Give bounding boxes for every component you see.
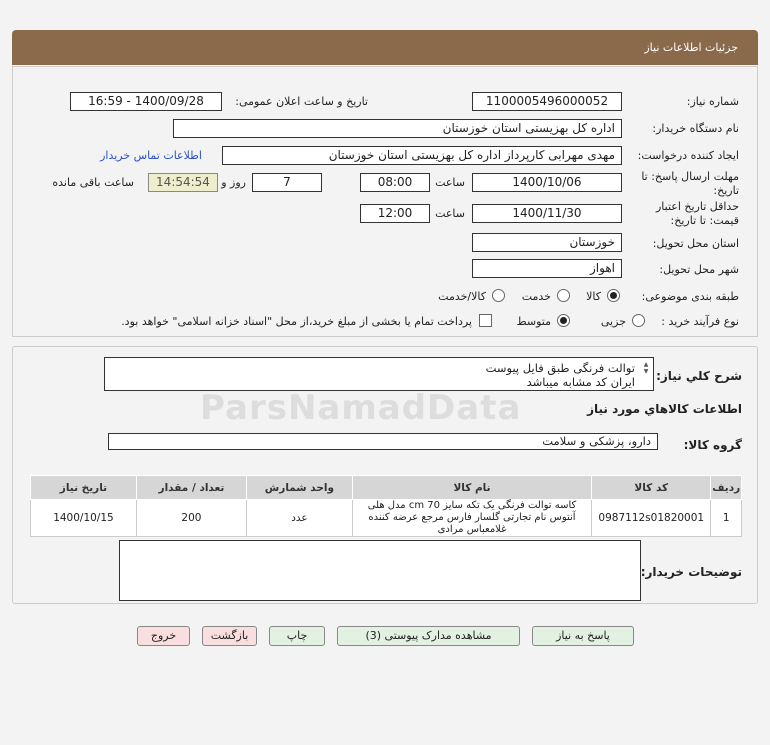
col-qty-header: تعداد / مقدار <box>136 476 246 500</box>
scroll-arrows-icon[interactable]: ▲ ▼ <box>643 361 649 375</box>
treasury-payment-note: پرداخت تمام یا بخشی از مبلغ خرید،از محل "اسناد خزانه اسلامی" خواهد بود. <box>121 315 472 328</box>
province-label: استان محل تحویل: <box>652 237 739 250</box>
deadline-date-field: 1400/10/06 <box>472 173 622 192</box>
buyer-notes-label: توضیحات خریدار: <box>640 565 742 579</box>
description-line-2: ایران کد مشابه میباشد <box>526 375 635 389</box>
reply-button[interactable]: پاسخ به نیاز <box>532 626 634 646</box>
validity-date-field: 1400/11/30 <box>472 204 622 223</box>
print-button[interactable]: چاپ <box>269 626 325 646</box>
buyer-org-field: اداره کل بهزیستی استان خوزستان <box>173 119 622 138</box>
goods-group-label: گروه کالا: <box>683 438 742 452</box>
col-date-header: تاریخ نیاز <box>31 476 137 500</box>
process-option-minor: جزیی <box>600 315 626 328</box>
col-index-header: ردیف <box>711 476 742 500</box>
validity-time-field: 12:00 <box>360 204 430 223</box>
contact-buyer-link[interactable]: اطلاعات تماس خریدار <box>100 149 202 162</box>
back-button[interactable]: بازگشت <box>202 626 257 646</box>
exit-button[interactable]: خروج <box>137 626 190 646</box>
deadline-time-field: 08:00 <box>360 173 430 192</box>
category-option-goods-service: کالا/خدمت <box>438 290 486 303</box>
goods-info-title: اطلاعات کالاهاي مورد نياز <box>587 402 742 416</box>
deadline-label-1: مهلت ارسال پاسخ: تا <box>641 170 739 183</box>
category-radio-service[interactable] <box>557 289 570 302</box>
cell-code: 0987112s01820001 <box>592 500 711 537</box>
announce-field: 1400/09/28 - 16:59 <box>70 92 222 111</box>
days-field: 7 <box>252 173 322 192</box>
remaining-time-field: 14:54:54 <box>148 173 218 192</box>
attachments-button[interactable]: مشاهده مدارک پیوستی (3) <box>337 626 520 646</box>
treasury-payment-checkbox[interactable] <box>479 314 492 327</box>
cell-index: 1 <box>711 500 742 537</box>
process-label: نوع فرآیند خرید : <box>661 315 739 328</box>
category-radio-goods[interactable] <box>607 289 620 302</box>
cell-unit: عدد <box>247 500 353 537</box>
remaining-time-label: ساعت باقی مانده <box>52 176 134 189</box>
creator-label: ایجاد کننده درخواست: <box>637 149 739 162</box>
days-label: روز و <box>221 176 246 189</box>
validity-label-1: حداقل تاریخ اعتبار <box>655 200 739 213</box>
city-field: اهواز <box>472 259 622 278</box>
validity-time-label: ساعت <box>435 207 465 220</box>
need-number-label: شماره نیاز: <box>686 95 739 108</box>
process-option-medium: متوسط <box>516 315 551 328</box>
category-label: طبقه بندی موضوعی: <box>641 290 739 303</box>
deadline-label-2: تاریخ: <box>713 184 739 197</box>
process-radio-minor[interactable] <box>632 314 645 327</box>
city-label: شهر محل تحویل: <box>659 263 739 276</box>
goods-table <box>30 475 742 537</box>
page-header <box>12 30 758 65</box>
cell-qty: 200 <box>136 500 246 537</box>
description-label: شرح کلي نياز: <box>656 369 742 383</box>
announce-label: تاریخ و ساعت اعلان عمومی: <box>235 95 368 108</box>
cell-name: کاسه توالت فرنگی یک تکه سایز cm 70 مدل هلی آنتوس نام تجارتی گلسار فارس مرجع عرضه کننده غلامعباس مرادی <box>352 500 591 537</box>
description-line-1: توالت فرنگی طبق فایل پیوست <box>485 361 635 375</box>
category-radio-goods-service[interactable] <box>492 289 505 302</box>
validity-label-2: قیمت: تا تاریخ: <box>670 214 739 227</box>
province-field: خوزستان <box>472 233 622 252</box>
watermark-text: ParsNamadData <box>200 388 522 428</box>
creator-field: مهدی مهرابی کارپرداز اداره کل بهزیستی استان خوزستان <box>222 146 622 165</box>
col-unit-header: واحد شمارش <box>247 476 353 500</box>
deadline-time-label: ساعت <box>435 176 465 189</box>
table-row <box>31 500 742 537</box>
buyer-notes-box <box>119 540 641 601</box>
need-number-field: 1100005496000052 <box>472 92 622 111</box>
cell-date: 1400/10/15 <box>31 500 137 537</box>
buyer-org-label: نام دستگاه خریدار: <box>652 122 739 135</box>
description-box <box>104 357 654 391</box>
category-option-goods: کالا <box>586 290 601 303</box>
page-title: جزئیات اطلاعات نیاز <box>644 41 738 54</box>
goods-group-field: دارو، پزشکی و سلامت <box>108 433 658 450</box>
category-option-service: خدمت <box>521 290 551 303</box>
process-radio-medium[interactable] <box>557 314 570 327</box>
col-code-header: کد کالا <box>592 476 711 500</box>
col-name-header: نام کالا <box>352 476 591 500</box>
